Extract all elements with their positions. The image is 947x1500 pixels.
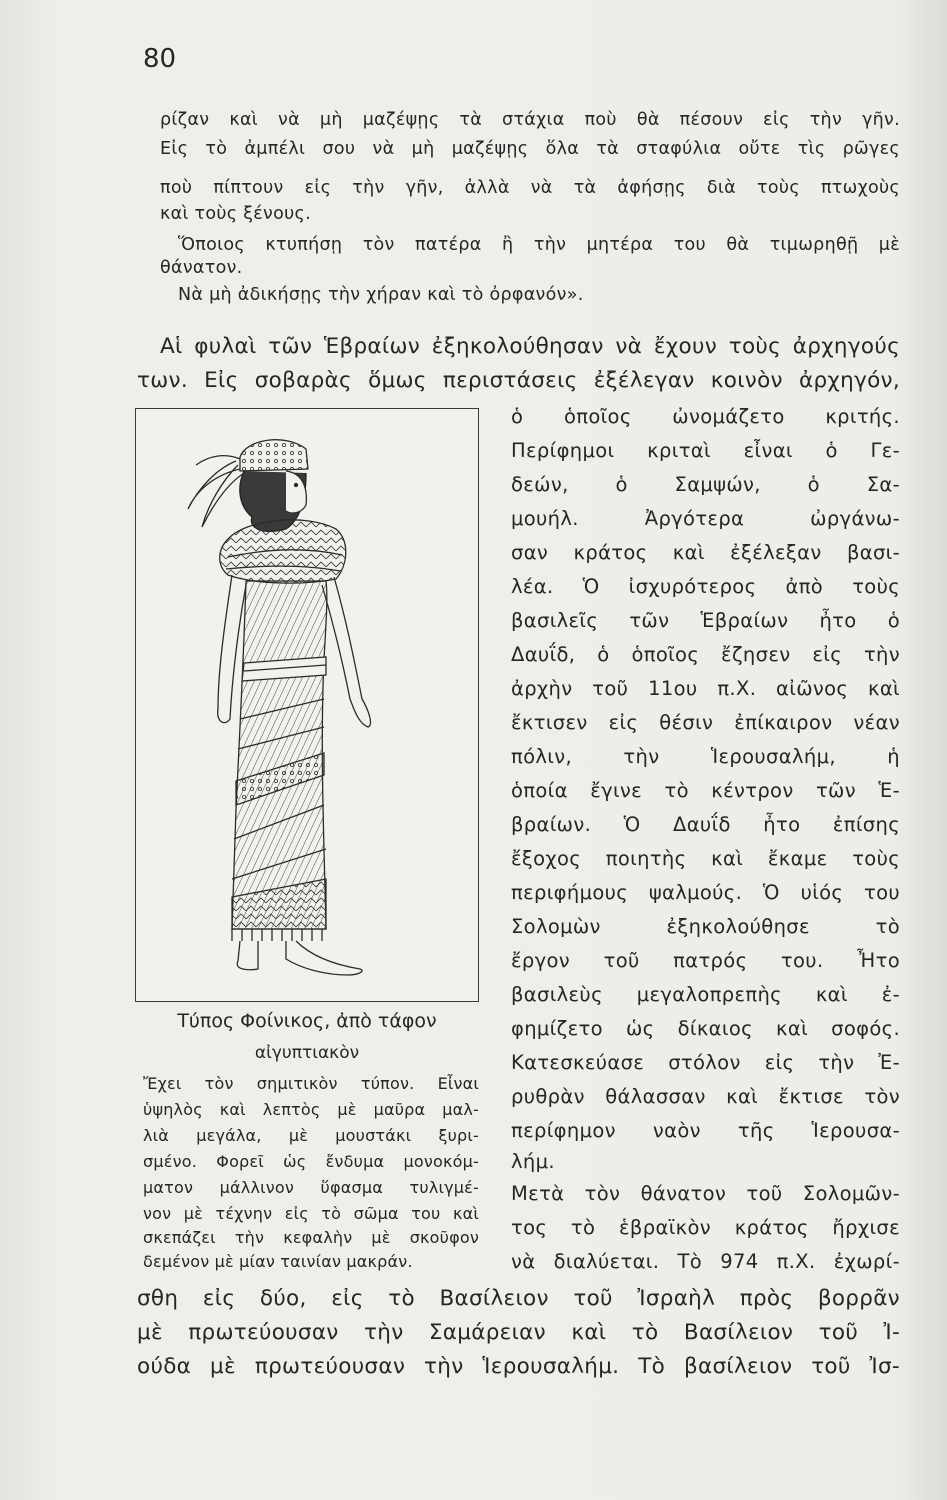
text-line: Νὰ μὴ ἀδικήσῃς τὴν χήραν καὶ τὸ ὀρφανόν». [178, 285, 584, 305]
text-line: σθη εἰς δύο, εἰς τὸ Βασίλειον τοῦ Ἰσραὴλ πρὸς βορρᾶν [137, 1286, 900, 1311]
text-line: σαν κράτος καὶ ἐξέλεξαν βασι- [511, 541, 900, 564]
text-line: πόλιν, τὴν Ἱερουσαλήμ, ἡ [511, 745, 900, 768]
figure-caption-subtitle: αἰγυπτιακὸν [254, 1043, 360, 1063]
text-line: ὁ ὁποῖος ὠνομάζετο κριτής. [511, 405, 900, 428]
text-line: λέα. Ὁ ἰσχυρότερος ἀπὸ τοὺς [511, 575, 900, 598]
text-line: ἔκτισεν εἰς θέσιν ἐπίκαιρον νέαν [511, 711, 900, 734]
text-line: ούδα μὲ πρωτεύουσαν τὴν Ἱερουσαλήμ. Τὸ βασίλειον τοῦ Ἰσ- [137, 1354, 900, 1379]
text-line: δεών, ὁ Σαμψών, ὁ Σα- [511, 473, 900, 496]
text-line: ἔργον τοῦ πατρός του. Ἦτο [511, 949, 900, 972]
text-line: νὰ διαλύεται. Τὸ 974 π.Χ. ἐχωρί- [511, 1250, 900, 1273]
text-line: ὁποία ἔγινε τὸ κέντρον τῶν Ἑ- [511, 779, 900, 802]
text-line: Αἱ φυλαὶ τῶν Ἑβραίων ἐξηκολούθησαν νὰ ἔχουν τοὺς ἀρχηγούς [160, 334, 900, 359]
text-line: τος τὸ ἑβραϊκὸν κράτος ἤρχισε [511, 1216, 900, 1239]
text-line: περίφημον ναὸν τῆς Ἱερουσα- [511, 1119, 900, 1142]
text-line: των. Εἰς σοβαρὰς ὅμως περιστάσεις ἐξέλεγαν κοινὸν ἀρχηγόν, [137, 368, 900, 393]
text-line: ἔξοχος ποιητὴς καὶ ἔκαμε τοὺς [511, 847, 900, 870]
text-line: Περίφημοι κριταὶ εἶναι ὁ Γε- [511, 439, 900, 462]
text-line: Ὅποιος κτυπήσῃ τὸν πατέρα ἢ τὴν μητέρα του θὰ τιμωρηθῇ μὲ [178, 235, 900, 255]
figure-caption-line: ματον μάλλινον ὕφασμα τυλιγμέ- [143, 1178, 479, 1197]
figure-frame [135, 408, 479, 1002]
text-line: Κατεσκεύασε στόλον εἰς τὴν Ἐ- [511, 1051, 900, 1074]
text-line: ἀρχὴν τοῦ 11ου π.Χ. αἰῶνος καὶ [511, 677, 900, 700]
figure-caption-line: νον μὲ τέχνην εἰς τὸ σῶμα του καὶ [143, 1204, 479, 1223]
text-line: Μετὰ τὸν θάνατον τοῦ Σολομῶν- [511, 1182, 900, 1205]
figure-caption-line: δεμένον μὲ μίαν ταινίαν μακράν. [143, 1252, 413, 1271]
text-line: Σολομὼν ἐξηκολούθησε τὸ [511, 915, 900, 938]
text-line: μὲ πρωτεύουσαν τὴν Σαμάρειαν καὶ τὸ Βασίλειον τοῦ Ἰ- [137, 1320, 900, 1345]
figure-caption-line: Ἔχει τὸν σημιτικὸν τύπον. Εἶναι [143, 1074, 479, 1093]
text-line: ποὺ πίπτουν εἰς τὴν γῆν, ἀλλὰ νὰ τὰ ἀφήσῃς διὰ τοὺς πτωχοὺς [160, 178, 900, 198]
text-line: θάνατον. [160, 258, 243, 278]
text-line: Εἰς τὸ ἀμπέλι σου νὰ μὴ μαζέψῃς ὅλα τὰ σταφύλια οὔτε τὶς ρῶγες [160, 139, 900, 159]
phoenician-figure-illustration [136, 409, 478, 1001]
figure-caption-line: σμένο. Φορεῖ ὡς ἔνδυμα μονοκόμ- [143, 1152, 479, 1171]
figure-caption-line: λιὰ μεγάλα, μὲ μουστάκι ξυρι- [143, 1126, 479, 1145]
figure-caption-line: ὑψηλὸς καὶ λεπτὸς μὲ μαῦρα μαλ- [143, 1100, 479, 1119]
text-line: καὶ τοὺς ξένους. [160, 204, 311, 224]
figure-caption-line: σκεπάζει τὴν κεφαλὴν μὲ σκοῦφον [143, 1228, 479, 1247]
text-line: βασιλεὺς μεγαλοπρεπὴς καὶ ἐ- [511, 983, 900, 1006]
page-number: 80 [143, 44, 177, 74]
text-line: βραίων. Ὁ Δαυΐδ ἦτο ἐπίσης [511, 813, 900, 836]
text-line: περιφήμους ψαλμούς. Ὁ υἱός του [511, 881, 900, 904]
text-line: βασιλεῖς τῶν Ἑβραίων ἦτο ὁ [511, 609, 900, 632]
text-line: Δαυΐδ, ὁ ὁποῖος ἔζησεν εἰς τὴν [511, 643, 900, 666]
text-line: λήμ. [511, 1150, 555, 1173]
text-line: ρυθρὰν θάλασσαν καὶ ἔκτισε τὸν [511, 1085, 900, 1108]
text-line: ρίζαν καὶ νὰ μὴ μαζέψῃς τὰ στάχια ποὺ θὰ πέσουν εἰς τὴν γῆν. [160, 110, 900, 130]
text-line: φημίζετο ὡς δίκαιος καὶ σοφός. [511, 1017, 900, 1040]
figure-caption-title: Τύπος Φοίνικος, ἀπὸ τάφον [177, 1010, 437, 1032]
text-line: μουήλ. Ἀργότερα ὠργάνω- [511, 507, 900, 530]
